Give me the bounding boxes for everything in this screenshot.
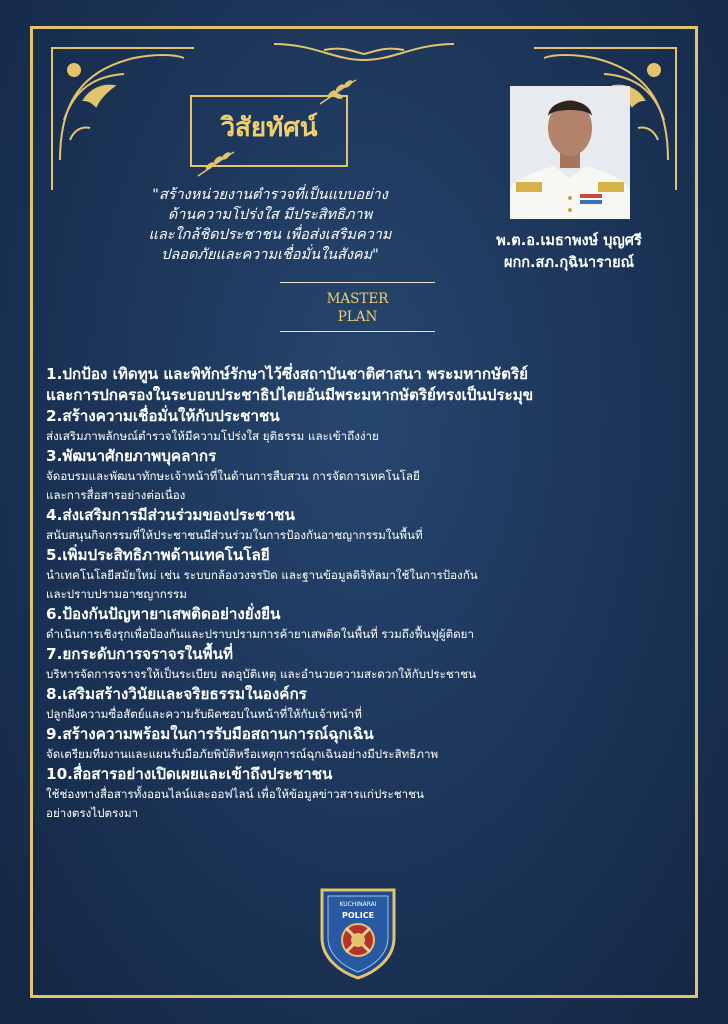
divider xyxy=(280,331,435,332)
plan-item-title: และการปกครองในระบอบประชาธิปไตยอันมีพระมหากษัตริย์ทรงเป็นประมุข xyxy=(46,386,534,404)
vision-line: ปลอดภัยและความเชื่อมั่นในสังคม" xyxy=(161,247,379,263)
plan-item-desc: จัดอบรมและพัฒนาทักษะเจ้าหน้าที่ในด้านการสืบสวน การจัดการเทคโนโลยี xyxy=(46,469,420,483)
plan-item xyxy=(46,684,686,724)
top-center-ornament xyxy=(264,36,464,66)
plan-item xyxy=(46,545,686,604)
officer-info xyxy=(470,230,668,274)
plan-item-title: 5.เพิ่มประสิทธิภาพด้านเทคโนโลยี xyxy=(46,546,270,564)
plan-item-title: 6.ป้องกันปัญหายาเสพติดอย่างยั่งยืน xyxy=(46,605,281,623)
leaf-branch-icon xyxy=(196,150,236,182)
plan-item-desc: บริหารจัดการจราจรให้เป็นระเบียบ ลดอุบัติเหตุ และอำนวยความสะดวกให้กับประชาชน xyxy=(46,667,477,681)
plan-item-desc: จัดเตรียมทีมงานและแผนรับมือภัยพิบัติหรือเหตุการณ์ฉุกเฉินอย่างมีประสิทธิภาพ xyxy=(46,747,439,761)
plan-item-title: 10.สื่อสารอย่างเปิดเผยและเข้าถึงประชาชน xyxy=(46,765,333,783)
police-badge-icon xyxy=(316,884,400,980)
plan-item-desc: ใช้ช่องทางสื่อสารทั้งออนไลน์และออฟไลน์ เพื่อให้ข้อมูลข่าวสารแก่ประชาชน xyxy=(46,787,424,801)
plan-item-title: 9.สร้างความพร้อมในการรับมือสถานการณ์ฉุกเฉิน xyxy=(46,725,374,743)
plan-item-title: 7.ยกระดับการจราจรในพื้นที่ xyxy=(46,645,233,663)
master-plan-heading xyxy=(280,282,435,332)
master-plan-line2: PLAN xyxy=(337,309,378,325)
plan-item xyxy=(46,446,686,505)
plan-item xyxy=(46,644,686,684)
plan-item-desc: ปลูกฝังความซื่อสัตย์และความรับผิดชอบในหน้าที่ให้กับเจ้าหน้าที่ xyxy=(46,707,362,721)
plan-item-desc: และการสื่อสารอย่างต่อเนื่อง xyxy=(46,488,186,502)
plan-item xyxy=(46,505,686,545)
vision-title: วิสัยทัศน์ xyxy=(220,113,318,143)
plan-list xyxy=(46,364,686,823)
master-plan-line1: MASTER xyxy=(326,291,389,307)
plan-item xyxy=(46,406,686,446)
vision-line: ด้านความโปร่งใส มีประสิทธิภาพ xyxy=(167,207,373,223)
vision-line: และใกล้ชิดประชาชน เพื่อส่งเสริมความ xyxy=(148,227,392,243)
officer-name: พ.ต.อ.เมธาพงษ์ บุญศรี xyxy=(496,233,642,249)
plan-item xyxy=(46,764,686,823)
plan-item-title: 8.เสริมสร้างวินัยและจริยธรรมในองค์กร xyxy=(46,685,307,703)
plan-item-title: 1.ปกป้อง เทิดทูน และพิทักษ์รักษาไว้ซึ่งสถาบันชาติศาสนา พระมหากษัตริย์ xyxy=(46,365,529,383)
plan-item-desc: อย่างตรงไปตรงมา xyxy=(46,806,139,820)
plan-item-title: 4.ส่งเสริมการมีส่วนร่วมของประชาชน xyxy=(46,506,295,524)
plan-item-desc: สนับสนุนกิจกรรมที่ให้ประชาชนมีส่วนร่วมในการป้องกันอาชญากรรมในพื้นที่ xyxy=(46,528,423,542)
leaf-branch-icon xyxy=(318,78,358,110)
badge-label: POLICE xyxy=(341,911,375,920)
badge-top-text: KUCHINARAI xyxy=(339,901,377,908)
officer-photo xyxy=(510,86,630,219)
officer-position: ผกก.สภ.กุฉินารายณ์ xyxy=(503,255,635,271)
plan-item-title: 3.พัฒนาศักยภาพบุคลากร xyxy=(46,447,217,465)
plan-item-desc: และปราบปรามอาชญากรรม xyxy=(46,587,187,601)
plan-item-desc: ดำเนินการเชิงรุกเพื่อป้องกันและปราบปรามการค้ายาเสพติดในพื้นที่ รวมถึงฟื้นฟูผู้ติดยา xyxy=(46,627,474,641)
plan-item-desc: ส่งเสริมภาพลักษณ์ตำรวจให้มีความโปร่งใส ยุติธรรม และเข้าถึงง่าย xyxy=(46,429,379,443)
divider xyxy=(280,282,435,283)
vision-line: "สร้างหน่วยงานตำรวจที่เป็นแบบอย่าง xyxy=(152,187,388,203)
vision-statement xyxy=(100,185,440,265)
plan-item-desc: นำเทคโนโลยีสมัยใหม่ เช่น ระบบกล้องวงจรปิด และฐานข้อมูลดิจิทัลมาใช้ในการป้องกัน xyxy=(46,568,478,582)
corner-ornament-top-left xyxy=(44,40,204,200)
plan-item xyxy=(46,724,686,764)
plan-item xyxy=(46,604,686,644)
plan-item xyxy=(46,364,686,406)
plan-item-title: 2.สร้างความเชื่อมั่นให้กับประชาชน xyxy=(46,407,280,425)
